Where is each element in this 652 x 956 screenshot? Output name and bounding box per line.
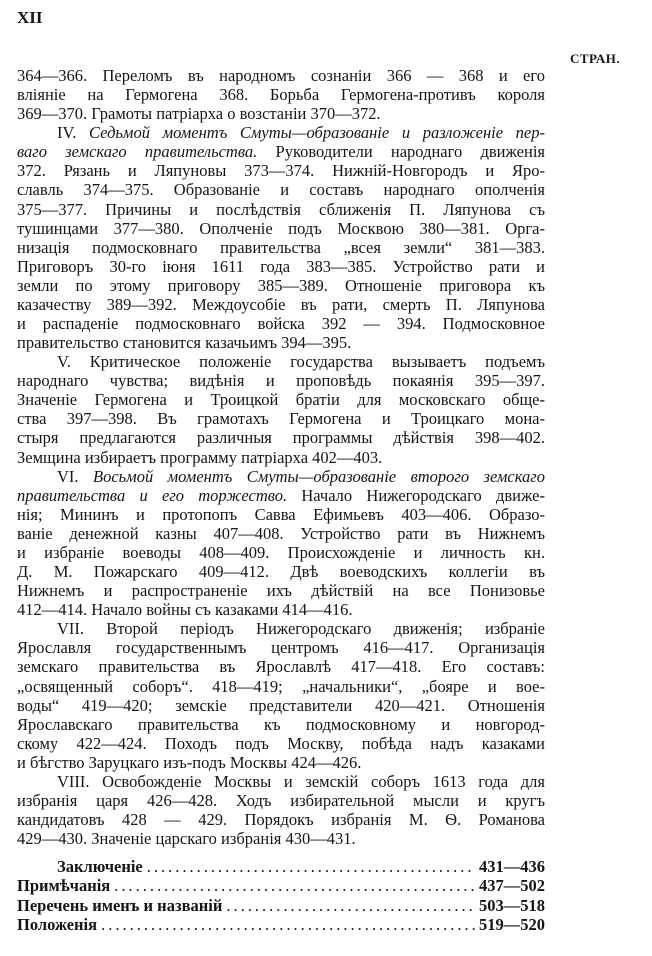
- text-line: [17, 543, 545, 562]
- text-segment: Д. М. Пожарскаго 409—412. Двѣ воеводскихъ коллегіи въ: [17, 562, 545, 582]
- paragraph: [17, 123, 545, 352]
- text-line: [17, 104, 545, 123]
- text-segment: воды“ 419—420; земскіе представители 420—421. Отношенія: [17, 695, 545, 715]
- text-segment: 369—370. Грамоты патріарха о возстаніи 370—372.: [17, 104, 381, 124]
- italic-heading-text: Восьмой моментъ Смуты—образованіе второго земскаго: [93, 466, 545, 486]
- text-line: [17, 657, 545, 676]
- text-line: [17, 715, 545, 734]
- text-segment: и избраніе воеводы 408—409. Происхожденіе и личность кн.: [17, 542, 545, 562]
- text-line: [17, 562, 545, 581]
- text-segment: и распаденіе подмосковнаго войска 392 — 394. Подмосковное: [17, 314, 545, 334]
- contents-list: [17, 857, 545, 934]
- text-segment: кандидатовъ 428 — 429. Порядокъ избранія М. Ѳ. Романова: [17, 810, 545, 830]
- text-line: [17, 371, 545, 390]
- text-line: [17, 238, 545, 257]
- text-segment: низація подмосковнаго правительства „всея земли“ 381—383.: [17, 237, 545, 257]
- text-line: [17, 428, 545, 447]
- text-line: [17, 696, 545, 715]
- contents-body-text: [17, 66, 545, 848]
- text-segment: Нижнемъ и распространеніе ихъ дѣйствій на все Понизовье: [17, 581, 545, 601]
- text-line: [17, 505, 545, 524]
- text-line: [17, 791, 545, 810]
- toc-pages: 503—518: [479, 895, 545, 915]
- text-segment: Земщина избираетъ программу патріарха 402—403.: [17, 447, 383, 467]
- toc-pages: 519—520: [479, 914, 545, 934]
- text-segment: Руководители народнаго движенія: [257, 142, 545, 162]
- text-segment: VII. Второй періодъ Нижегородскаго движенія; избраніе: [57, 619, 545, 639]
- text-line: [17, 161, 545, 180]
- paragraph: [17, 352, 545, 466]
- paragraph: [17, 619, 545, 772]
- text-line: [17, 524, 545, 543]
- text-line: [17, 314, 545, 333]
- text-segment: казачеству 389—392. Междоусобіе въ рати, смерть П. Ляпунова: [17, 294, 545, 314]
- text-segment: скому 422—424. Походъ подъ Москву, побѣда надъ казаками: [17, 733, 545, 753]
- text-segment: ваніе денежной казны 407—408. Устройство рати въ Нижнемъ: [17, 523, 545, 543]
- toc-title: Примѣчанія: [17, 876, 111, 896]
- text-segment: вліяніе на Гермогена 368. Борьба Гермогена-противъ короля: [17, 85, 545, 105]
- text-line: [17, 619, 545, 638]
- text-segment: 429—430. Значеніе царскаго избранія 430—431.: [17, 829, 356, 849]
- text-segment: и бѣгство Заруцкаго изъ-подъ Москвы 424—426.: [17, 752, 362, 772]
- text-segment: славль 374—375. Образованіе и составъ народнаго ополченія: [17, 180, 545, 200]
- text-line: [17, 390, 545, 409]
- text-line: [17, 352, 545, 371]
- text-segment: Ярославскаго правительства къ подмосковному и новгород-: [17, 714, 545, 734]
- toc-entry: [17, 915, 545, 934]
- text-line: [17, 276, 545, 295]
- toc-pages: 431—436: [479, 857, 545, 876]
- text-line: [17, 829, 545, 848]
- text-segment: Начало Нижегородскаго движе-: [287, 485, 545, 505]
- text-segment: земли по этому приговору 385—389. Отношеніе приговора къ: [17, 275, 545, 295]
- italic-heading-text: Седьмой моментъ Смуты—образованіе и разложеніе пер-: [89, 123, 545, 143]
- text-segment: народнаго чувства; видѣнія и проповѣдь покаянія 395—397.: [17, 371, 545, 391]
- text-segment: 412—414. Начало войны съ казаками 414—416.: [17, 600, 353, 620]
- toc-title: Заключеніе: [57, 857, 143, 876]
- text-segment: IV.: [57, 123, 90, 143]
- dot-leader: [226, 896, 475, 916]
- text-segment: 372. Рязань и Ляпуновы 373—374. Нижній-Новгородъ и Яро-: [17, 161, 545, 181]
- paragraph: [17, 66, 545, 123]
- text-line: [17, 180, 545, 199]
- text-segment: 375—377. Причины и послѣдствія сближенія П. Ляпунова съ: [17, 199, 545, 219]
- page-number: XII: [17, 8, 43, 27]
- text-line: [17, 85, 545, 104]
- dot-leader: [147, 857, 475, 877]
- text-segment: правительство становится казачьимъ 394—395.: [17, 333, 352, 353]
- text-line: [17, 734, 545, 753]
- text-line: [17, 200, 545, 219]
- text-segment: избранія царя 426—428. Ходъ избирательной мысли и кругъ: [17, 790, 545, 810]
- text-segment: 364—366. Переломъ въ народномъ сознаніи 366 — 368 и его: [17, 66, 545, 85]
- italic-heading-text: ваго земскаго правительства.: [17, 142, 258, 162]
- text-line: [17, 409, 545, 428]
- paragraph: [17, 772, 545, 848]
- text-line: [17, 772, 545, 791]
- text-line: [17, 600, 545, 619]
- paragraph: [17, 467, 545, 620]
- text-segment: VIII. Освобожденіе Москвы и земскій соборъ 1613 года для: [57, 771, 545, 791]
- text-line: [17, 677, 545, 696]
- text-line: [17, 486, 545, 505]
- toc-pages: 437—502: [479, 876, 545, 896]
- text-line: [17, 581, 545, 600]
- text-line: [17, 66, 545, 85]
- text-line: [17, 810, 545, 829]
- text-line: [17, 142, 545, 161]
- toc-title: Перечень именъ и названій: [17, 895, 223, 915]
- text-segment: „освященный соборъ“. 418—419; „начальники“, „бояре и вое-: [17, 676, 545, 696]
- toc-title: Положенія: [17, 914, 98, 934]
- toc-entry: [17, 896, 545, 915]
- text-line: [17, 467, 545, 486]
- text-line: [17, 219, 545, 238]
- toc-entry: [17, 876, 545, 895]
- text-segment: нія; Мининъ и протопопъ Савва Ефимьевъ 403—406. Образо-: [17, 504, 545, 524]
- text-segment: стыря предлагаются различныя программы дѣйствія 398—402.: [17, 428, 545, 448]
- text-segment: Значеніе Гермогена и Троицкой братіи для московскаго обще-: [17, 390, 545, 410]
- text-segment: Приговоръ 30-го іюня 1611 года 383—385. Устройство рати и: [17, 256, 545, 276]
- text-line: [17, 257, 545, 276]
- text-segment: ства 397—398. Въ грамотахъ Гермогена и Троицкаго мона-: [17, 409, 545, 429]
- text-segment: земскаго правительства въ Ярославлѣ 417—418. Его составъ:: [17, 657, 545, 677]
- text-line: [17, 295, 545, 314]
- text-line: [17, 333, 545, 352]
- text-segment: Ярославля государственнымъ центромъ 416—417. Организація: [17, 638, 545, 658]
- text-segment: VI.: [57, 466, 93, 486]
- dot-leader: [114, 876, 475, 896]
- text-line: [17, 448, 545, 467]
- text-line: [17, 753, 545, 772]
- text-line: [17, 638, 545, 657]
- toc-entry: [17, 857, 545, 876]
- page-column-header: СТРАН.: [570, 51, 621, 66]
- italic-heading-text: правительства и его торжество.: [17, 485, 288, 505]
- dot-leader: [101, 915, 475, 935]
- text-segment: тушинцами 377—380. Ополченіе подъ Москвою 380—381. Орга-: [17, 218, 545, 238]
- text-segment: V. Критическое положеніе государства вызываетъ подъемъ: [57, 352, 545, 372]
- text-line: [17, 123, 545, 142]
